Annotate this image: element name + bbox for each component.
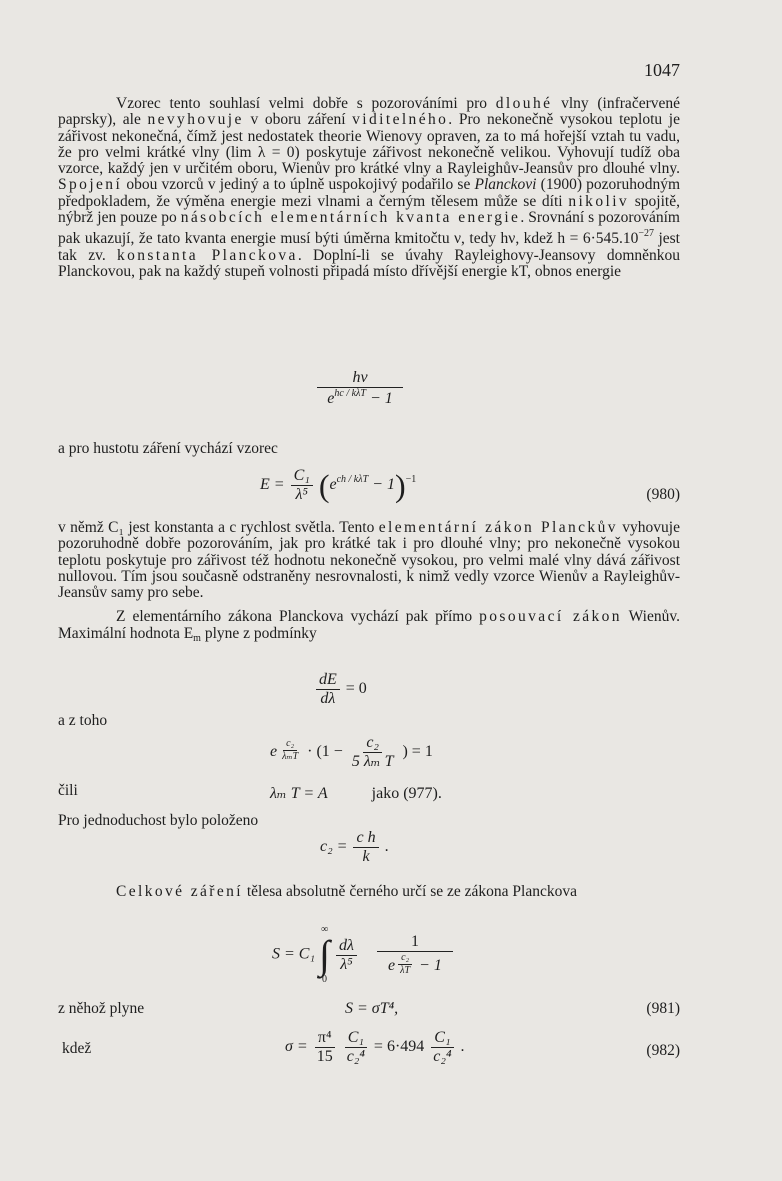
spaced-text: Celkové záření bbox=[116, 883, 243, 900]
label-cili: čili bbox=[58, 782, 78, 799]
spaced-text: viditelného bbox=[352, 111, 449, 129]
num1: π⁴ bbox=[315, 1030, 335, 1048]
rhs: = 0 bbox=[345, 680, 367, 698]
text-run: plyne z podmínky bbox=[200, 624, 317, 642]
frac1-den: λ⁵ bbox=[340, 955, 353, 973]
expr: S = σT⁴, bbox=[345, 1000, 399, 1017]
exp-den: λT bbox=[400, 965, 411, 976]
paragraph-2 bbox=[58, 520, 680, 601]
open-paren: (1 − bbox=[316, 743, 343, 761]
paragraph-4 bbox=[58, 884, 680, 900]
text-run: . Srovnání s pozorováním pak ukazují, že tato kvanta energie musí býti úměrna kmitočtu ν, tedy hν, kdež h = 6·545.10 bbox=[58, 209, 680, 248]
superscript: −27 bbox=[638, 228, 654, 240]
den1: 15 bbox=[316, 1048, 333, 1065]
rhs: = 1 bbox=[411, 743, 433, 761]
text-run: vlny (infračervené paprsky), ale bbox=[58, 95, 680, 129]
eq-number-982: (982) bbox=[646, 1042, 680, 1059]
frac1-num: dλ bbox=[336, 938, 357, 956]
equation-981 bbox=[345, 1001, 398, 1017]
page-number: 1047 bbox=[644, 60, 680, 80]
text-run: . Doplní-li se úvahy Rayleighovy-Jeansovy domněnkou Planckovou, pak na každý stupeň volnosti připadá místo dřívější energie kT, obnos energie bbox=[58, 246, 680, 280]
upper-limit: ∞ bbox=[320, 924, 329, 935]
lower-limit: 0 bbox=[322, 974, 328, 985]
paragraph-3 bbox=[58, 609, 680, 647]
power: −1 bbox=[405, 474, 417, 486]
exp-num: c₂ bbox=[398, 953, 412, 965]
exponent: hc / kλT bbox=[334, 388, 366, 399]
exp-den: λₘT bbox=[282, 751, 299, 763]
text-run: Wienův. Maximální hodnota E bbox=[58, 608, 680, 642]
equation-condition: e $\frac{\text{c₂}}{\text{λₘT}}$ · (1 − $\frac{\text{c₂}}{\text{5 λₘ T}}$ ) = 1 bbox=[270, 734, 433, 770]
spaced-text: elementární zákon Planckův bbox=[378, 519, 618, 536]
spaced-text: posouvací zákon bbox=[479, 608, 622, 626]
equation-982 bbox=[285, 1030, 465, 1065]
label-simplicity: Pro jednoduchost bylo položeno bbox=[58, 812, 259, 829]
equation-980: E = $\frac{\text{C₁}}{\text{λ⁵}}$ $(e^{ch / k\lambda T} - 1)^{-1}$ bbox=[260, 467, 417, 504]
body-text bbox=[58, 96, 680, 280]
text-run: v němž C₁ jest konstanta a c rychlost světla. Tento bbox=[58, 519, 379, 536]
equation-wien bbox=[270, 786, 442, 802]
spaced-text: Spojení bbox=[58, 176, 123, 194]
end: . bbox=[384, 838, 389, 856]
spaced-text: nikoliv bbox=[568, 192, 630, 210]
equation-dE bbox=[314, 672, 367, 707]
exp-num: c₂ bbox=[283, 739, 297, 751]
wien-expr: λₘ T = A bbox=[270, 785, 328, 802]
end: . bbox=[460, 1038, 465, 1056]
mid: = 6·494 bbox=[373, 1038, 425, 1056]
dot: · bbox=[307, 743, 313, 761]
body-text-3 bbox=[58, 884, 680, 900]
minus-one: − 1 bbox=[372, 476, 395, 494]
exponent: ch / kλT bbox=[336, 474, 369, 486]
label-kdez: kdež bbox=[62, 1040, 92, 1057]
text-run: Vzorec tento souhlasí velmi dobře s pozorováními pro bbox=[116, 95, 496, 112]
numerator: c h bbox=[353, 830, 378, 848]
numerator: dE bbox=[316, 672, 340, 690]
frac2-num: 1 bbox=[377, 934, 453, 952]
text-run: vyhovuje pozoruhodně dobře pozorováním, jak pro krátké tak i pro dlouhé vlny; pro nekonečně vysokou teplotu poskytuje pro zářivost též hodnotu nekonečně vysokou, pro velmi malé vlny dává zářivost nullovou. Tím jsou současně odstraněny nesrovnalosti, k nimž vedly vzorce Wienův a Rayleighův-Jeansův samy pro sebe. bbox=[58, 519, 680, 602]
spaced-text: konstanta Planckova bbox=[116, 246, 298, 264]
text-run: tělesa absolutně černého určí se ze zákona Planckova bbox=[243, 883, 577, 900]
numerator: hν bbox=[317, 370, 403, 388]
text-run: obou vzorců v jediný a to úplně uspokojivý podařilo se bbox=[122, 176, 475, 194]
equation-integral: S = C₁ ∞ ∫ 0 $\frac{d\lambda}{\text{λ⁵}}$ 1 e $\frac{\text{c₂}}{\lambda T}$ − 1 bbox=[272, 925, 455, 985]
spaced-text: násobcích elementárních kvanta energie bbox=[180, 209, 521, 227]
minus-one: − 1 bbox=[369, 390, 393, 407]
label-a-z-toho: a z toho bbox=[58, 712, 108, 729]
spaced-text: dlouhé bbox=[495, 95, 553, 112]
paragraph-1 bbox=[58, 96, 680, 280]
text-run: (1900) pozoruhodným předpokladem, že výměna energie mezi vlnami a černým tělesem může se díti bbox=[58, 176, 681, 210]
num2: C₁ bbox=[345, 1030, 367, 1048]
lhs: σ = bbox=[285, 1038, 308, 1056]
label-z-nehoz: z něhož plyne bbox=[58, 1000, 145, 1017]
close-paren: ) bbox=[402, 743, 408, 761]
subscript: m bbox=[193, 632, 201, 644]
lhs: c₂ = bbox=[320, 838, 348, 856]
text-run: jest tak zv. bbox=[58, 230, 680, 264]
frac-num: c₂ bbox=[363, 735, 382, 753]
c1: C₁ bbox=[291, 468, 313, 486]
num3: C₁ bbox=[431, 1030, 453, 1048]
lhs: S = C₁ bbox=[272, 945, 316, 963]
spaced-text: nevyhovuje bbox=[147, 111, 244, 129]
eq-number-981: (981) bbox=[646, 1000, 680, 1017]
den3: c₂⁴ bbox=[433, 1048, 452, 1065]
denominator: k bbox=[362, 848, 370, 865]
denominator: dλ bbox=[320, 690, 336, 707]
equation-c2 bbox=[320, 830, 389, 865]
frac-den: 5 λₘ T bbox=[351, 753, 394, 770]
density-line: a pro hustotu záření vychází vzorec bbox=[58, 440, 278, 457]
italic-text: Planckovi bbox=[474, 176, 537, 194]
text-run: spojitě, nýbrž jen pouze po bbox=[58, 192, 680, 227]
lambda5: λ⁵ bbox=[295, 486, 308, 503]
text-run: v oboru záření bbox=[243, 111, 353, 129]
text-run: Z elementárního zákona Planckova vychází pak přímo bbox=[116, 608, 480, 626]
lhs: E = bbox=[260, 476, 285, 494]
eq-number-980: (980) bbox=[646, 486, 680, 503]
text-run: . Pro nekonečně vysokou teplotu je zářivost nekonečná, čímž jest nedostatek theorie Wienovy opraven, za to má hořejší vztah tu vadu, že pro velmi krátké vlny (lim λ = 0) poskytuje zářivost nekonečně velikou. Vyhovují tudíž oba vzorce, každý jen v určitém oboru, Wienův pro krátké vlny a Rayleighův-Jeansův pro dlouhé vlny. bbox=[58, 111, 680, 178]
wien-ref: jako (977). bbox=[371, 785, 442, 802]
equation-energy: $\frac{h\nu}{e^{hc / k\lambda T} - 1}$ bbox=[315, 370, 405, 407]
minus-one: − 1 bbox=[419, 957, 442, 974]
body-text-2 bbox=[58, 520, 680, 647]
den2: c₂⁴ bbox=[346, 1048, 365, 1065]
